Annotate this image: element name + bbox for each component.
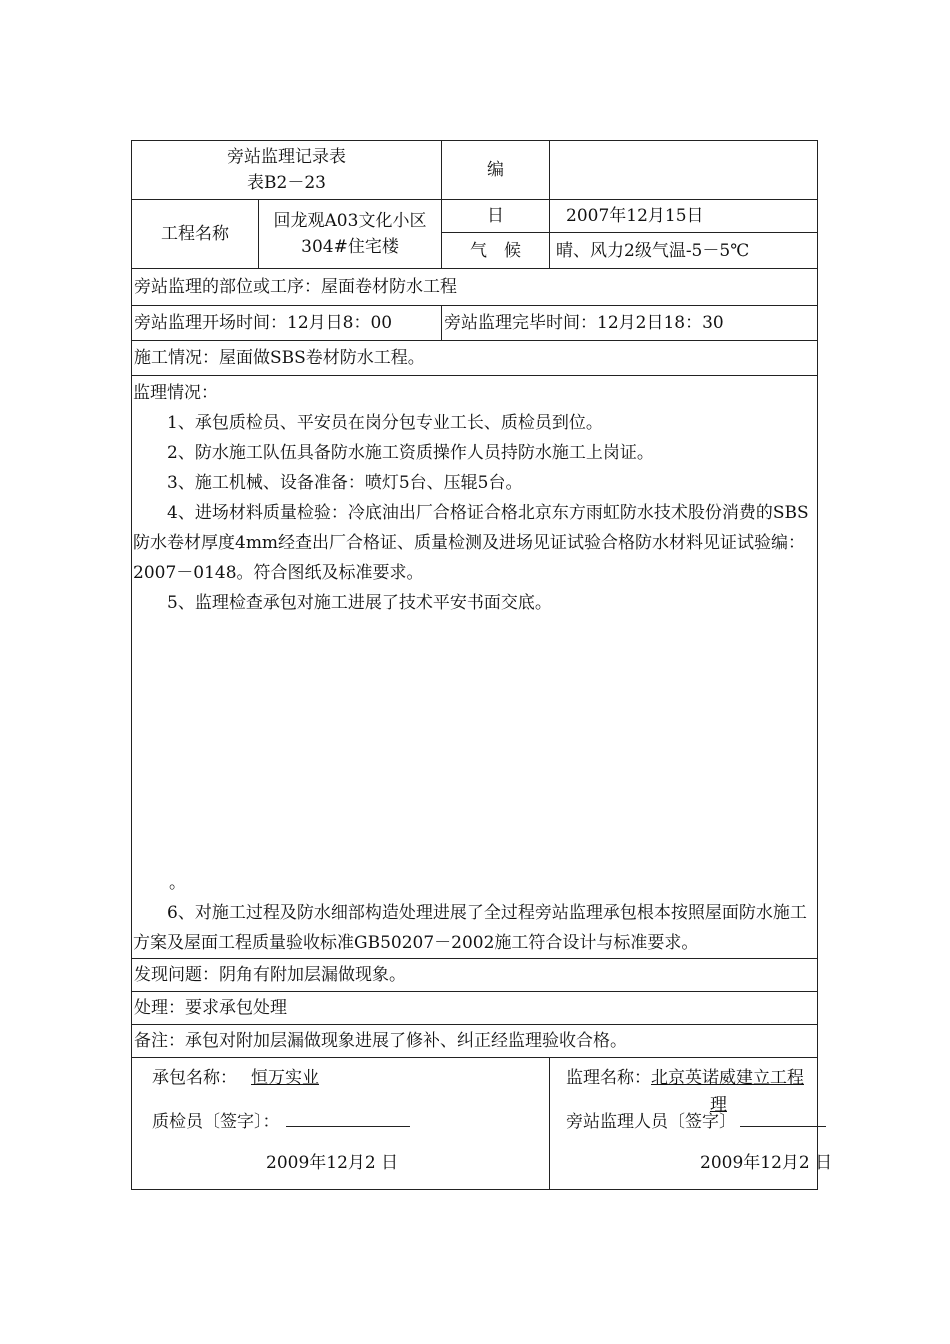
- bian-label: 编: [442, 141, 550, 200]
- location-row: 旁站监理的部位或工序：屋面卷材防水工程: [132, 269, 818, 306]
- supervisor-sign-cell: [550, 1058, 833, 1190]
- project-name-line1: 回龙观A03文化小区: [273, 211, 427, 231]
- supervisor-label: 监理名称：: [566, 1068, 651, 1088]
- bian-value: [550, 141, 818, 200]
- date-value: 2007年12月15日: [550, 200, 818, 233]
- supervision-item-1: 1、承包质检员、平安员在岗分包专业工长、质检员到位。: [167, 413, 603, 433]
- contractor-label: 承包名称：: [152, 1068, 237, 1088]
- project-name-label: 工程名称: [132, 200, 259, 269]
- project-name-cell: [259, 200, 442, 269]
- handling-row: 处理：要求承包处理: [132, 992, 818, 1025]
- remarks-row: 备注：承包对附加层漏做现象进展了修补、纠正经监理验收合格。: [132, 1025, 818, 1058]
- project-name-line2: 304#住宅楼: [301, 237, 399, 257]
- construction-row: 施工情况：屋面做SBS卷材防水工程。: [132, 341, 818, 376]
- supervisor-value-line1: 北京英诺威建立工程: [651, 1068, 804, 1088]
- record-form: [131, 140, 833, 1190]
- start-time: 旁站监理开场时间：12月日8：00: [132, 306, 442, 341]
- supervision-item-6: 6、对施工过程及防水细部构造处理进展了全过程旁站监理承包根本按照屋面防水施工方案及屋面工程质量验收标准GB50207－2002施工符合设计与标准要求。: [133, 903, 807, 953]
- form-title-cell: [132, 141, 442, 200]
- weather-value: 晴、风力2级气温-5－5℃: [550, 233, 818, 269]
- right-date: 2009年12月2 日: [700, 1153, 833, 1173]
- supervision-dot: 。: [169, 873, 186, 893]
- record-table: [131, 140, 833, 1190]
- end-time: 旁站监理完毕时间：12月2日18：30: [442, 306, 818, 341]
- contractor-value: 恒万实业: [251, 1068, 319, 1088]
- inspector-signature-line: [286, 1108, 410, 1127]
- supervision-heading: 监理情况：: [133, 383, 218, 403]
- contractor-sign-cell: [132, 1058, 550, 1190]
- form-code: 表B2－23: [247, 173, 326, 193]
- date-label: 日: [442, 200, 550, 233]
- supervision-item-3: 3、施工机械、设备准备：喷灯5台、压辊5台。: [167, 473, 523, 493]
- inspector-label: 质检员〔签字〕：: [152, 1112, 280, 1132]
- form-title: 旁站监理记录表: [227, 147, 346, 167]
- left-date: 2009年12月2 日: [266, 1153, 399, 1173]
- onsite-signature-line: [740, 1108, 826, 1127]
- onsite-supervisor-label: 旁站监理人员〔签字〕: [566, 1112, 736, 1132]
- weather-label: 气 候: [442, 233, 550, 269]
- supervision-cell: [132, 376, 818, 959]
- supervision-item-5: 5、监理检查承包对施工进展了技术平安书面交底。: [167, 593, 552, 613]
- supervision-item-4: 4、进场材料质量检验：冷底油出厂合格证合格北京东方雨虹防水技术股份消费的SBS防水卷材厚度4mm经查出厂合格证、质量检测及进场见证试验合格防水材料见证试验编：2007－0148。符合图纸及标准要求。: [133, 503, 809, 583]
- supervision-item-2: 2、防水施工队伍具备防水施工资质操作人员持防水施工上岗证。: [167, 443, 654, 463]
- problem-row: 发现问题：阴角有附加层漏做现象。: [132, 959, 818, 992]
- supervisor-value-line2: 理: [710, 1095, 727, 1115]
